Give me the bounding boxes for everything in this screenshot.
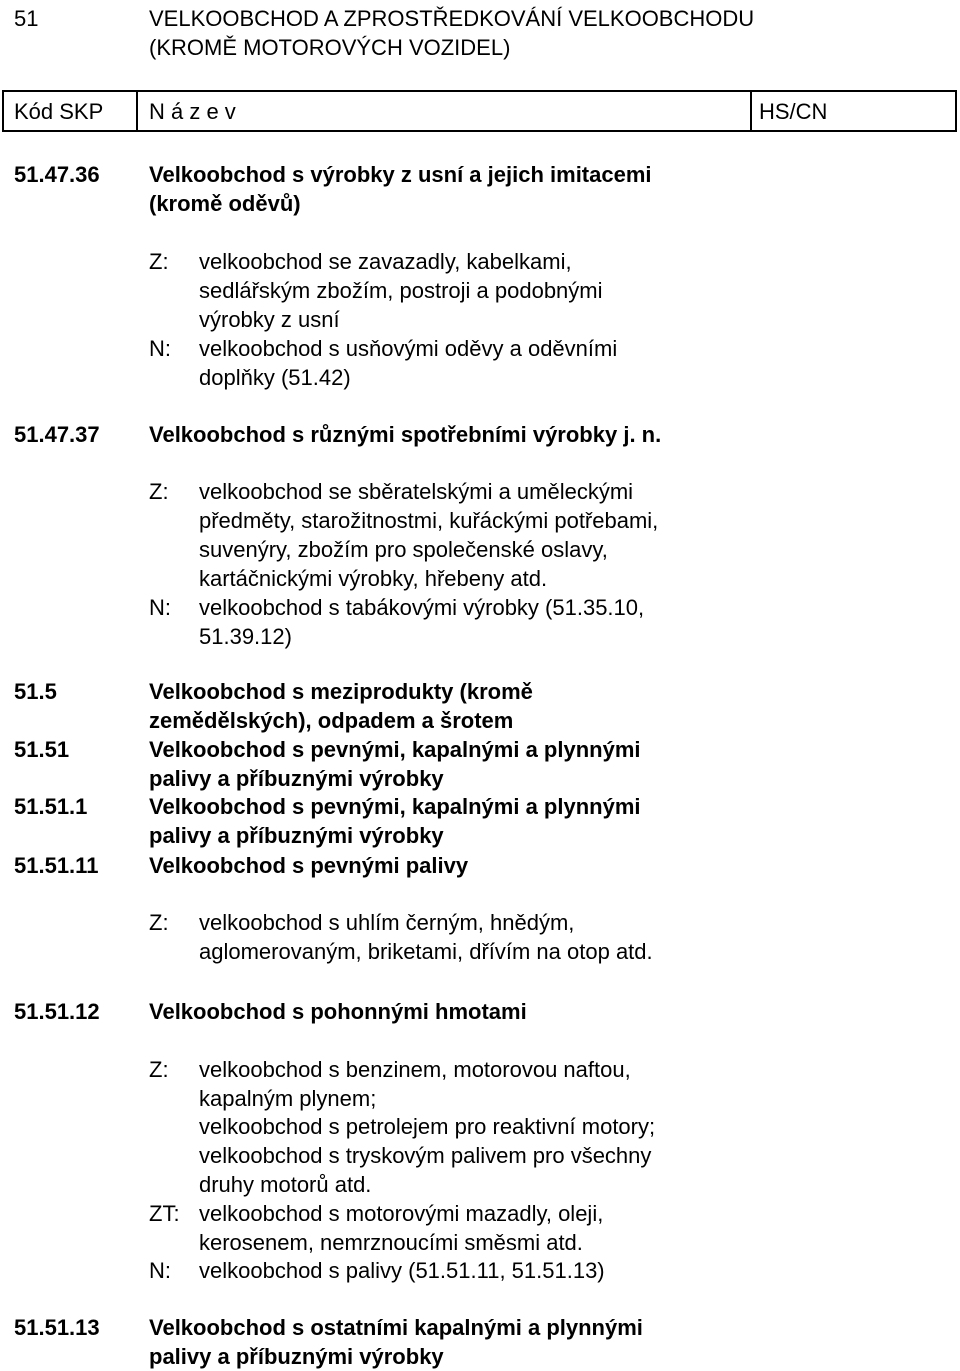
includes-text: velkoobchod s tryskovým palivem pro všechny (199, 1143, 652, 1168)
includes-also-text: kerosenem, nemrznoucími směsmi atd. (199, 1230, 583, 1255)
includes-text: kartáčnickými výrobky, hřebeny atd. (199, 566, 548, 591)
includes-text: výrobky z usní (199, 307, 340, 332)
entry-code: 51.5 (14, 679, 57, 704)
entry-title-cont: (kromě oděvů) (149, 191, 301, 216)
entry-code: 51.47.36 (14, 162, 100, 187)
includes-text: suvenýry, zbožím pro společenské oslavy, (199, 537, 608, 562)
entry-title: Velkoobchod s meziprodukty (kromě (149, 679, 533, 704)
excludes-text: velkoobchod s palivy (51.51.11, 51.51.13) (199, 1258, 605, 1283)
entry-title: Velkoobchod s různými spotřebními výrobky j. n. (149, 422, 662, 447)
includes-text: velkoobchod se zavazadly, kabelkami, (199, 249, 572, 274)
column-header-code: Kód SKP (14, 99, 104, 124)
table-header (2, 90, 957, 132)
excludes-text: doplňky (51.42) (199, 365, 351, 390)
entry-title: Velkoobchod s pohonnými hmotami (149, 999, 527, 1024)
includes-also-text: velkoobchod s motorovými mazadly, oleji, (199, 1201, 604, 1226)
includes-text: velkoobchod s uhlím černým, hnědým, (199, 910, 575, 935)
includes-text: kapalným plynem; (199, 1086, 377, 1111)
excludes-text: 51.39.12) (199, 624, 292, 649)
includes-text: aglomerovaným, briketami, dřívím na otop atd. (199, 939, 653, 964)
entry-title: Velkoobchod s ostatními kapalnými a plynnými (149, 1315, 643, 1340)
entry-code: 51.51 (14, 737, 70, 762)
section-title-line2: (KROMĚ MOTOROVÝCH VOZIDEL) (149, 35, 511, 60)
includes-label: Z: (149, 1057, 169, 1082)
includes-text: velkoobchod se sběratelskými a uměleckými (199, 479, 634, 504)
includes-text: sedlářským zbožím, postroji a podobnými (199, 278, 603, 303)
excludes-label: N: (149, 336, 171, 361)
includes-also-label: ZT: (149, 1201, 180, 1226)
includes-label: Z: (149, 910, 169, 935)
excludes-text: velkoobchod s usňovými oděvy a oděvními (199, 336, 618, 361)
includes-text: předměty, starožitnostmi, kuřáckými potřebami, (199, 508, 659, 533)
entry-title-cont: palivy a příbuznými výrobky (149, 823, 444, 848)
entry-title-cont: palivy a příbuznými výrobky (149, 766, 444, 791)
includes-text: velkoobchod s petrolejem pro reaktivní motory; (199, 1114, 656, 1139)
column-header-name: N á z e v (149, 99, 236, 124)
entry-code: 51.51.11 (14, 853, 99, 878)
entry-code: 51.51.13 (14, 1315, 100, 1340)
includes-label: Z: (149, 479, 169, 504)
entry-title: Velkoobchod s výrobky z usní a jejich imitacemi (149, 162, 652, 187)
entry-title: Velkoobchod s pevnými palivy (149, 853, 469, 878)
entry-code: 51.47.37 (14, 422, 100, 447)
entry-code: 51.51.1 (14, 794, 88, 819)
includes-label: Z: (149, 249, 169, 274)
entry-title: Velkoobchod s pevnými, kapalnými a plynnými (149, 794, 641, 819)
entry-code: 51.51.12 (14, 999, 100, 1024)
excludes-text: velkoobchod s tabákovými výrobky (51.35.10, (199, 595, 645, 620)
entry-title: Velkoobchod s pevnými, kapalnými a plynnými (149, 737, 641, 762)
entry-title-cont: zemědělských), odpadem a šrotem (149, 708, 514, 733)
column-header-hs: HS/CN (759, 99, 828, 124)
section-title-line1: VELKOOBCHOD A ZPROSTŘEDKOVÁNÍ VELKOOBCHODU (149, 6, 755, 31)
includes-text: druhy motorů atd. (199, 1172, 372, 1197)
excludes-label: N: (149, 1258, 171, 1283)
includes-text: velkoobchod s benzinem, motorovou naftou, (199, 1057, 631, 1082)
section-number: 51 (14, 6, 39, 31)
excludes-label: N: (149, 595, 171, 620)
entry-title-cont: palivy a příbuznými výrobky (149, 1344, 444, 1369)
